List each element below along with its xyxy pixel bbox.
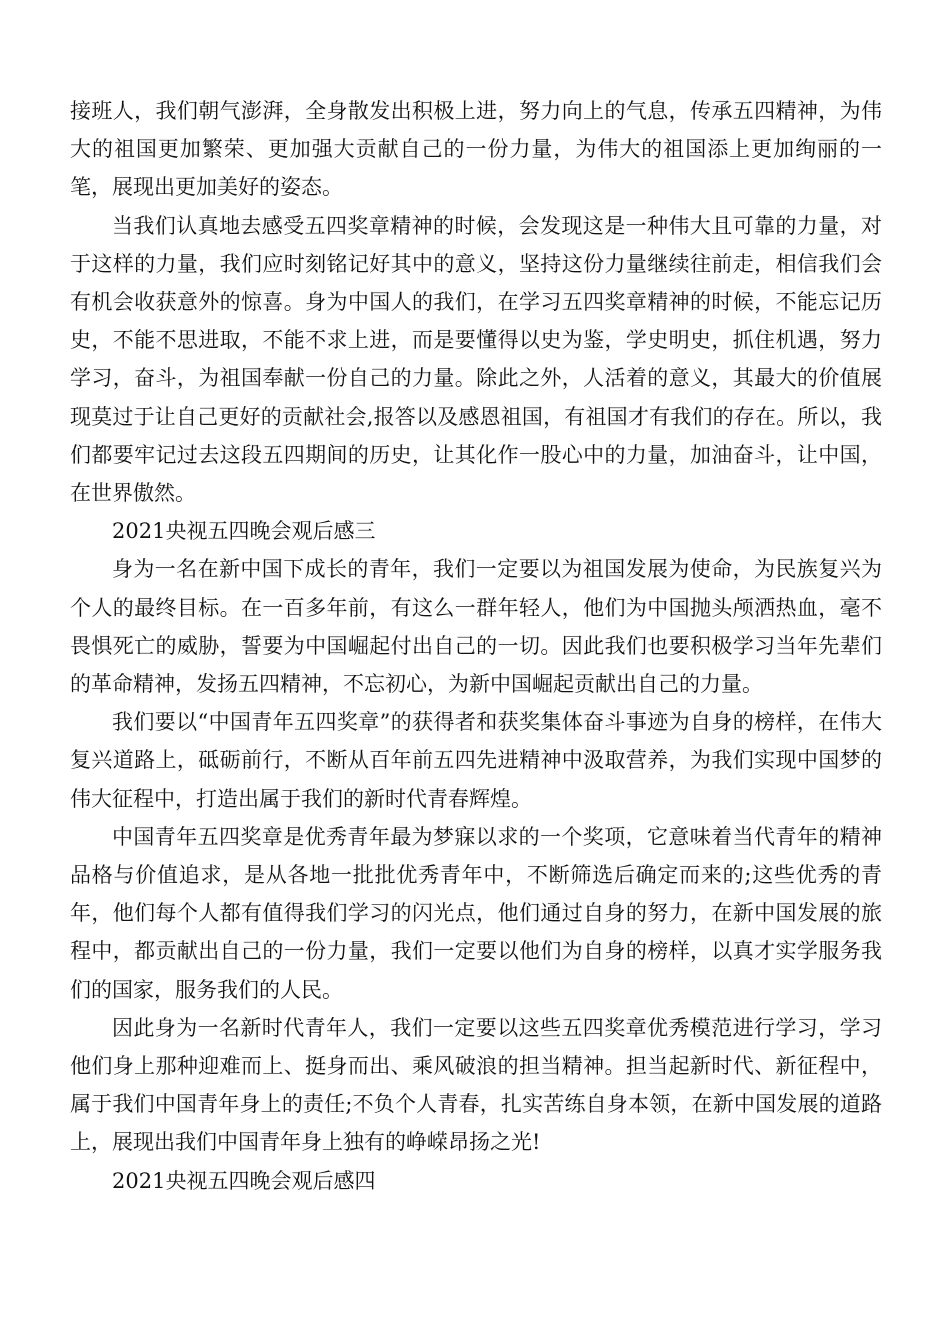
paragraph-medal-meaning: 中国青年五四奖章是优秀青年最为梦寐以求的一个奖项，它意味着当代青年的精神品格与价值追求，是从各地一批批优秀青年中，不断筛选后确定而来的;这些优秀的青年，他们每个人都有值得我们学习的闪光点，他们通过自身的努力，在新中国发展的旅程中，都贡献出自己的一份力量，我们一定要以他们为自身的榜样，以真才实学服务我们的国家，服务我们的人民。 [70,824,882,1002]
paragraph-continued-intro: 接班人，我们朝气澎湃，全身散发出积极上进，努力向上的气息，传承五四精神，为伟大的祖国更加繁荣、更加强大贡献自己的一份力量，为伟大的祖国添上更加绚丽的一笔，展现出更加美好的姿态。 [70,99,882,200]
document-body [70,92,882,1200]
paragraph-wusi-medal-spirit: 当我们认真地去感受五四奖章精神的时候，会发现这是一种伟大且可靠的力量，对于这样的力量，我们应时刻铭记好其中的意义，坚持这份力量继续往前走，相信我们会有机会收获意外的惊喜。身为中国人的我们，在学习五四奖章精神的时候，不能忘记历史，不能不思进取，不能不求上进，而是要懂得以史为鉴，学史明史，抓住机遇，努力学习，奋斗，为祖国奉献一份自己的力量。除此之外，人活着的意义，其最大的价值展现莫过于让自己更好的贡献社会,报答以及感恩祖国，有祖国才有我们的存在。所以，我们都要牢记过去这段五四期间的历史，让其化作一股心中的力量，加油奋斗，让中国，在世界傲然。 [70,213,882,506]
paragraph-new-era-youth: 因此身为一名新时代青年人，我们一定要以这些五四奖章优秀模范进行学习，学习他们身上那种迎难而上、挺身而出、乘风破浪的担当精神。担当起新时代、新征程中，属于我们中国青年身上的责任;不负个人青春，扎实苦练自身本领，在新中国发展的道路上，展现出我们中国青年身上独有的峥嵘昂扬之光! [70,1015,882,1155]
section-heading-4: 2021央视五四晚会观后感四 [112,1168,376,1193]
section-heading-3: 2021央视五四晚会观后感三 [112,519,376,544]
paragraph-new-china-youth: 身为一名在新中国下成长的青年，我们一定要以为祖国发展为使命，为民族复兴为个人的最终目标。在一百多年前，有这么一群年轻人，他们为中国抛头颅洒热血，毫不畏惧死亡的威胁，誓要为中国崛起付出自己的一切。因此我们也要积极学习当年先辈们的革命精神，发扬五四精神，不忘初心，为新中国崛起贡献出自己的力量。 [70,557,882,697]
paragraph-role-models: 我们要以“中国青年五四奖章”的获得者和获奖集体奋斗事迹为自身的榜样，在伟大复兴道路上，砥砺前行，不断从百年前五四先进精神中汲取营养，为我们实现中国梦的伟大征程中，打造出属于我们的新时代青春辉煌。 [70,710,882,811]
